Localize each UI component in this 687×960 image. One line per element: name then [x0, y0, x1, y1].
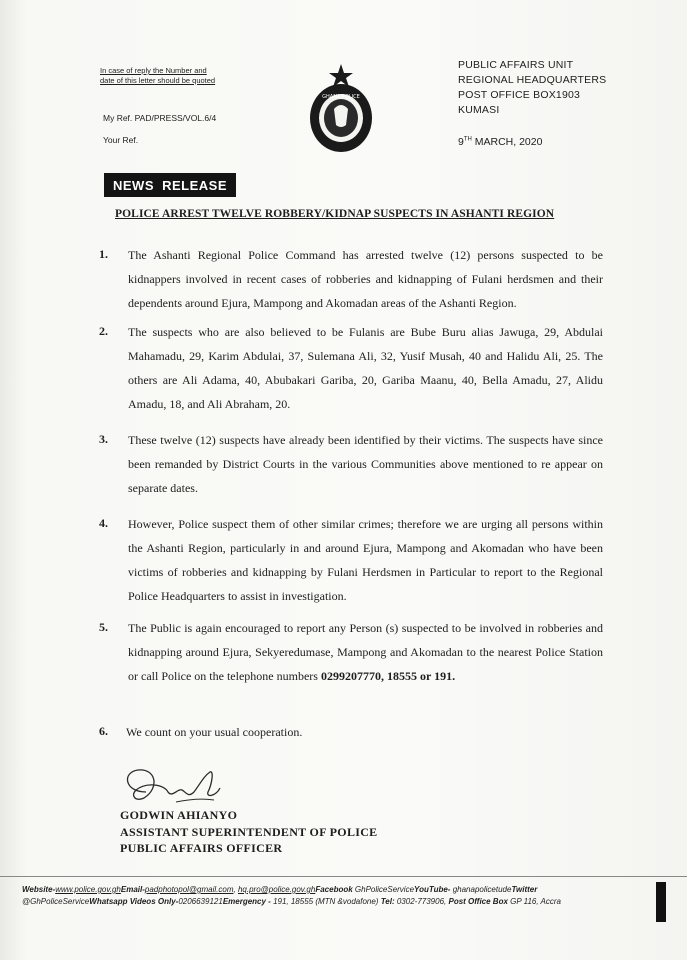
website-link[interactable]: www.police.gov.gh	[55, 885, 121, 894]
signatory-title: PUBLIC AFFAIRS OFFICER	[120, 841, 283, 855]
signatory-name: GODWIN AHIANYO	[120, 808, 238, 822]
your-reference: Your Ref.	[103, 135, 139, 145]
email-link[interactable]: hq.pro@police.gov.gh	[237, 885, 316, 894]
ghana-police-crest-icon	[306, 62, 376, 158]
reply-reference-note: In case of reply the Number and date of this letter should be quoted	[100, 66, 216, 85]
footer-line-1: Website-www.police.gov.ghEmail-padphotopol@gmail.com, hq.pro@police.gov.ghFacebook GhPoliceServiceYouTube- ghanapolicetudeTwitter	[22, 885, 538, 894]
signatory-rank: ASSISTANT SUPERINTENDENT OF POLICE	[120, 824, 378, 839]
sender-address	[458, 58, 606, 118]
page-edge-bar	[656, 882, 666, 922]
paragraph-number: 6.	[99, 724, 108, 738]
paragraph-text: The Public is again encouraged to report any Person (s) suspected to be involved in robberies and kidnapping around Ejura, Sekyeredumase, Mampong and Akomadan to the nearest Police Station or call Police on the telephone numbers 0299207770, 18555 or 191.	[128, 621, 603, 683]
crest-text: GHANA POLICE	[322, 94, 360, 100]
headline: POLICE ARREST TWELVE ROBBERY/KIDNAP SUSPECTS IN ASHANTI REGION	[115, 208, 555, 220]
paragraph-text: We count on your usual cooperation.	[126, 725, 303, 739]
handwritten-signature	[116, 762, 231, 810]
news-release-label: NEWS RELEASE	[104, 173, 236, 197]
footer-contacts	[0, 876, 687, 906]
footer-line-2: @GhPoliceServiceWhatsapp Videos Only-0206639121Emergency - 191, 18555 (MTN &vodafone) Tel: 0302-773906, Post Office Box GP 116, Accra	[22, 897, 561, 906]
email-link[interactable]: padphotopol@gmail.com	[144, 885, 234, 894]
letter-date: 9TH MARCH, 2020	[458, 136, 543, 148]
address-line: KUMASI	[458, 104, 500, 116]
signatory-block	[120, 807, 378, 857]
paragraph-number: 3.	[99, 432, 108, 446]
paragraph-number: 4.	[99, 516, 108, 530]
paragraph-number: 1.	[99, 247, 108, 261]
paragraph-text: The Ashanti Regional Police Command has arrested twelve (12) persons suspected to be kidnappers involved in recent cases of robberies and kidnapping of Fulani herdsmen and their dependents around Ejura, Mampong and Akomadan areas of the Ashanti Region.	[128, 248, 603, 310]
address-line: PUBLIC AFFAIRS UNIT	[458, 59, 574, 71]
address-line: REGIONAL HEADQUARTERS	[458, 74, 607, 86]
address-line: POST OFFICE BOX1903	[458, 89, 581, 101]
paragraph-text: However, Police suspect them of other similar crimes; therefore we are urging all persons within the Ashanti Region, particularly in and around Ejura, Mampong and Akomadan who have been victims of robberies and kidnapping by Fulani Herdsmen in Particular to report to the Regional Police Headquarters to assist in investigation.	[128, 517, 603, 603]
paragraph-text: These twelve (12) suspects have already been identified by their victims. The suspects have since been remanded by District Courts in the various Communities above mentioned to re appear on separate dates.	[128, 433, 603, 495]
paragraph-text: The suspects who are also believed to be Fulanis are Bube Buru alias Jawuga, 29, Abdulai Mahamadu, 29, Karim Abdulai, 37, Sulemana Ali, 32, Yusif Musah, 40 and Halidu Ali, 25. The others are Ali Adama, 40, Abubakari Gariba, 20, Gariba Maanu, 40, Bella Amadu, 27, Alidu Amadu, 18, and Ali Abraham, 20.	[128, 325, 603, 411]
paragraph-number: 2.	[99, 324, 108, 338]
my-reference: My Ref. PAD/PRESS/VOL.6/4	[103, 113, 217, 123]
paragraph-number: 5.	[99, 620, 108, 634]
hotline-numbers: 0299207770, 18555 or 191.	[320, 669, 456, 683]
